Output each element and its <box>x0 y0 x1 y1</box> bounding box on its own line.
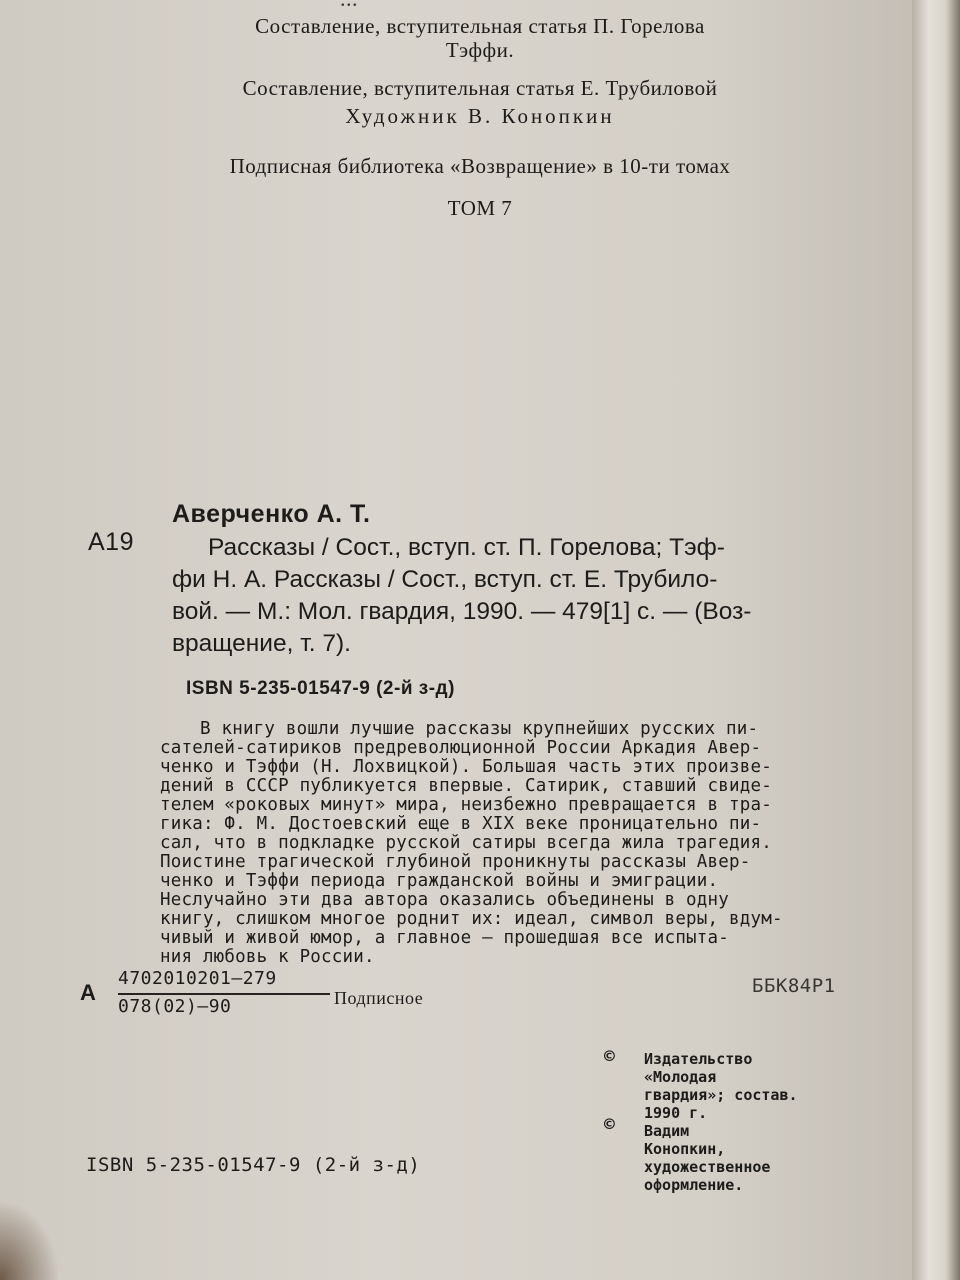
annotation-line: В книгу вошли лучшие рассказы крупнейших русских пи- <box>200 719 759 739</box>
finger-shadow <box>0 1200 60 1280</box>
code-letter: А <box>80 980 97 1005</box>
annotation-line: телем «роковых минут» мира, неизбежно превращается в тра- <box>160 795 772 815</box>
code-numerator: 4702010201—279 <box>118 968 277 989</box>
annotation-line: сал, что в подкладке русской сатиры всегда жила трагедия. <box>160 833 772 853</box>
annotation-line: ния любовь к России. <box>160 947 375 967</box>
code-denominator: 078(02)—90 <box>118 996 232 1017</box>
copyright-icon: © <box>604 1046 615 1067</box>
copyright-line: Издательство <box>644 1050 753 1068</box>
copyright-line: «Молодая <box>644 1068 717 1086</box>
annotation-line: чивый и живой юмор, а главное — прошедшая все испыта- <box>160 928 730 948</box>
annotation-line: ченко и Тэффи (Н. Лохвицкой). Большая часть этих произве- <box>160 757 772 777</box>
annotation-line: Поистине трагической глубиной проникнуты рассказы Авер- <box>160 852 751 872</box>
copyright-line: Вадим <box>644 1122 690 1140</box>
annotation-line: сателей-сатириков предреволюционной России Аркадия Авер- <box>160 738 762 758</box>
cut-off-line <box>340 0 358 12</box>
annotation-line: гика: Ф. М. Достоевский еще в XIX веке проницательно пи- <box>160 814 762 834</box>
copyright-line: Конопкин, <box>644 1140 726 1158</box>
catalog-line: вращение, т. 7). <box>172 630 351 657</box>
annotation-line: ченко и Тэффи периода гражданской войны и эмиграции. <box>160 871 719 891</box>
subscription-label: Подписное <box>334 988 424 1008</box>
annotation-line: книгу, слишком многое роднит их: идеал, символ веры, вдум- <box>160 909 783 929</box>
copyright-line: 1990 г. <box>644 1104 708 1122</box>
copyright-line: гвардия»; состав. <box>644 1086 798 1104</box>
annotation-paragraph <box>160 720 860 967</box>
catalog-index: А19 <box>88 528 134 556</box>
volume-line: ТОМ 7 <box>447 196 513 220</box>
compiler-line-2: Составление, вступительная статья Е. Трубиловой <box>242 76 718 100</box>
bbk-code: ББК84Р1 <box>752 975 836 997</box>
catalog-line: Рассказы / Сост., вступ. ст. П. Горелова; Тэф- <box>208 534 725 561</box>
series-line: Подписная библиотека «Возвращение» в 10-ти томах <box>229 154 731 178</box>
artist-line: Художник В. Конопкин <box>345 104 615 128</box>
author-teffi: Тэффи. <box>445 38 515 62</box>
catalog-isbn: ISBN 5-235-01547-9 (2-й з-д) <box>186 678 455 699</box>
copyright-line: оформление. <box>644 1176 744 1194</box>
page-fold <box>912 0 960 1280</box>
catalog-description <box>172 532 862 660</box>
catalog-line: вой. — М.: Мол. гвардия, 1990. — 479[1] с. — (Воз- <box>172 598 752 625</box>
compiler-line-1: Составление, вступительная статья П. Горелова <box>255 14 705 38</box>
copyright-line: художественное <box>644 1158 771 1176</box>
annotation-line: дений в СССР публикуется впервые. Сатирик, ставший свиде- <box>160 776 772 796</box>
catalog-line: фи Н. А. Рассказы / Сост., вступ. ст. Е. Трубило- <box>172 566 718 593</box>
bottom-isbn: ISBN 5-235-01547-9 (2-й з-д) <box>86 1154 421 1176</box>
annotation-line: Неслучайно эти два автора оказались объединены в одну <box>160 890 730 910</box>
copyright-icon: © <box>604 1114 615 1135</box>
catalog-author: Аверченко А. Т. <box>172 500 371 528</box>
fraction-bar <box>118 993 330 995</box>
